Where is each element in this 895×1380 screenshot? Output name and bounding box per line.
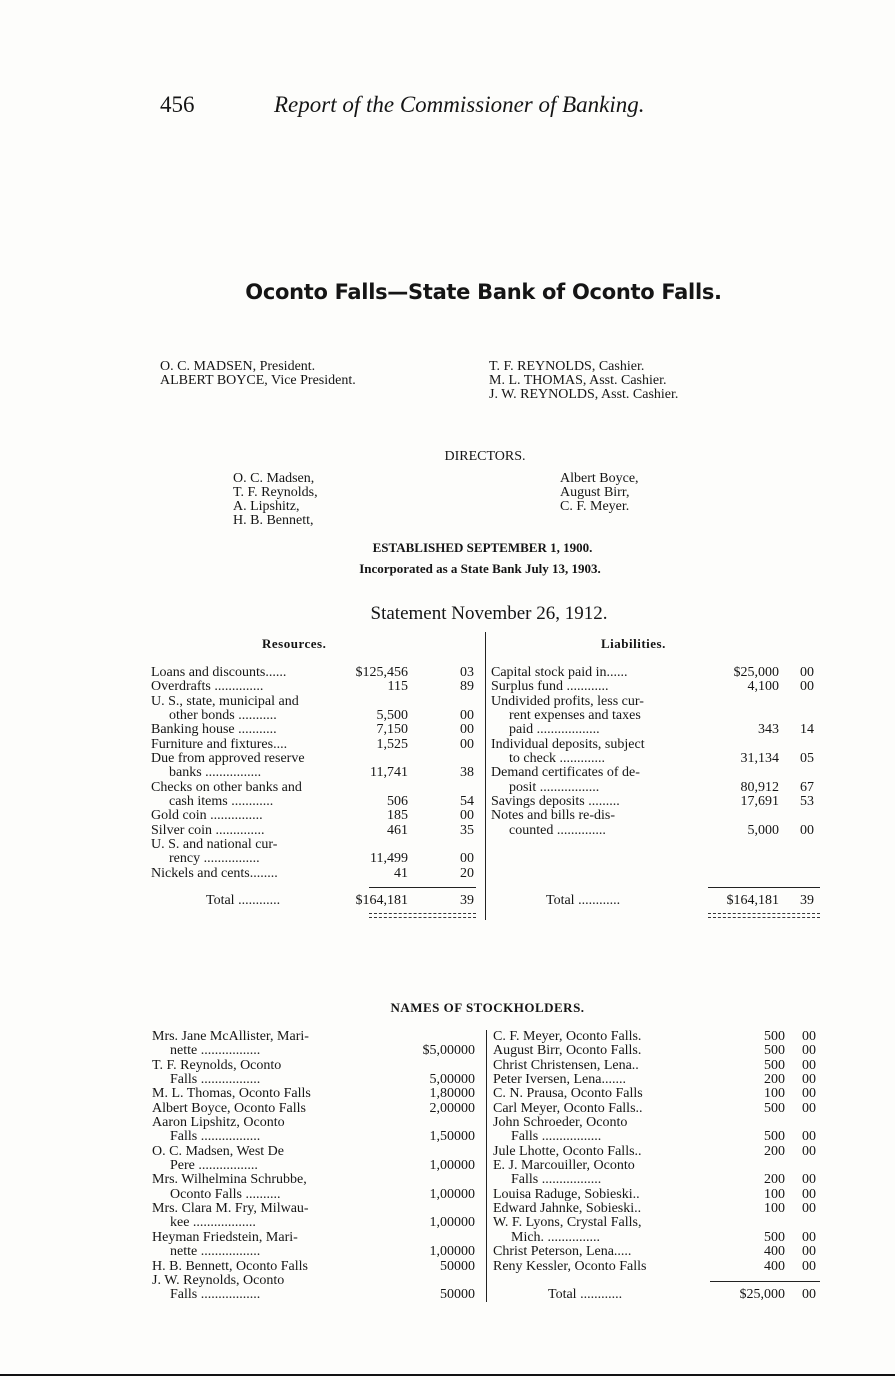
total-row — [493, 1288, 823, 1302]
row-label: Banking house ........... — [151, 723, 277, 738]
row-dollars: 185 — [387, 808, 408, 824]
row-label: Capital stock paid in...... — [491, 666, 628, 680]
officers-left — [160, 360, 356, 388]
table-row — [151, 867, 481, 881]
table-row — [491, 695, 821, 709]
row-label: posit ................. — [509, 780, 600, 795]
row-dollars: 1,500 — [429, 1129, 461, 1145]
row-cents: 00 — [461, 1244, 475, 1260]
row-label: U. S. and national cur- — [151, 838, 278, 853]
table-row — [152, 1231, 482, 1245]
table-row — [491, 709, 821, 723]
row-label: kee .................. — [170, 1216, 256, 1231]
table-row — [491, 795, 821, 809]
row-label: other bonds ........... — [169, 709, 277, 724]
row-label: August Birr, Oconto Falls. — [493, 1044, 642, 1059]
table-row — [493, 1202, 823, 1216]
table-row — [151, 723, 481, 737]
row-label: Heyman Friedstein, Mari- — [152, 1230, 298, 1245]
row-label: Furniture and fixtures.... — [151, 737, 288, 752]
row-cents: 00 — [802, 1029, 816, 1044]
row-cents: 00 — [461, 1258, 475, 1274]
table-row — [493, 1188, 823, 1202]
row-dollars: 400 — [764, 1244, 785, 1260]
table-row — [493, 1116, 823, 1130]
row-label: M. L. Thomas, Oconto Falls — [152, 1087, 311, 1102]
row-cents: 00 — [461, 1072, 475, 1088]
row-cents: 54 — [460, 794, 474, 810]
director-name: C. F. Meyer. — [560, 499, 630, 514]
running-title: Report of the Commissioner of Banking. — [274, 92, 645, 117]
row-cents: 00 — [802, 1172, 816, 1188]
directors-heading: DIRECTORS. — [444, 449, 526, 464]
stockholders-column-divider — [486, 1030, 487, 1302]
resources-double-rule — [369, 917, 476, 918]
row-dollars: $164,181 — [726, 893, 779, 908]
row-label: Reny Kessler, Oconto Falls — [493, 1259, 647, 1274]
stockholders-sum-rule — [710, 1281, 820, 1282]
established-line: ESTABLISHED SEPTEMBER 1, 1900. — [372, 540, 593, 555]
director-name: O. C. Madsen, — [233, 471, 315, 486]
row-label: Falls ................. — [170, 1288, 261, 1303]
row-dollars: 200 — [764, 1072, 785, 1088]
statement-column-divider — [485, 632, 486, 920]
resources-heading: Resources. — [262, 636, 327, 651]
table-row — [491, 824, 821, 838]
row-cents: 00 — [461, 1215, 475, 1231]
table-row — [152, 1130, 482, 1144]
officer-line: M. L. THOMAS, Asst. Cashier. — [489, 373, 667, 388]
row-label: Overdrafts .............. — [151, 680, 264, 695]
table-row — [152, 1116, 482, 1130]
row-label: Mrs. Jane McAllister, Mari- — [152, 1030, 309, 1044]
liabilities-double-rule — [708, 913, 820, 914]
row-cents: 00 — [802, 1201, 816, 1217]
table-row — [152, 1274, 482, 1288]
row-label: Savings deposits ......... — [491, 795, 620, 810]
table-row — [491, 666, 821, 680]
table-row — [491, 766, 821, 780]
row-cents: 00 — [802, 1100, 816, 1116]
table-row — [152, 1260, 482, 1274]
row-cents: 00 — [802, 1229, 816, 1245]
row-cents: 00 — [461, 1129, 475, 1145]
table-row — [491, 723, 821, 737]
table-row — [493, 1145, 823, 1159]
row-dollars: 461 — [387, 822, 408, 838]
row-label: nette ................. — [170, 1245, 261, 1260]
row-cents: 00 — [800, 665, 814, 680]
bank-title: Oconto Falls—State Bank of Oconto Falls. — [245, 280, 722, 304]
row-cents: 00 — [461, 1100, 475, 1116]
director-name: Albert Boyce, — [560, 471, 639, 486]
incorporated-line: Incorporated as a State Bank July 13, 1903. — [359, 561, 601, 576]
table-row — [152, 1202, 482, 1216]
row-cents: 00 — [802, 1129, 816, 1145]
director-name: T. F. Reynolds, — [233, 485, 318, 500]
row-dollars: 4,100 — [747, 679, 779, 695]
table-row — [491, 738, 821, 752]
row-cents: 67 — [800, 779, 814, 795]
liabilities-table — [491, 666, 821, 838]
row-cents: 00 — [802, 1287, 816, 1302]
row-label: Checks on other banks and — [151, 780, 302, 795]
row-dollars: 11,499 — [370, 851, 408, 867]
row-cents: 39 — [460, 893, 474, 908]
table-row — [493, 1030, 823, 1044]
stockholders-total-row — [493, 1288, 823, 1302]
table-row — [151, 809, 481, 823]
row-dollars: 506 — [387, 794, 408, 810]
row-dollars: 500 — [764, 1043, 785, 1059]
row-label: T. F. Reynolds, Oconto — [152, 1058, 282, 1073]
row-dollars: 1,000 — [429, 1186, 461, 1202]
row-dollars: 80,912 — [740, 779, 779, 795]
row-cents: 89 — [460, 679, 474, 695]
row-label: Christ Peterson, Lena..... — [493, 1245, 632, 1260]
row-label: to check ............. — [509, 752, 606, 767]
row-dollars: 500 — [764, 1057, 785, 1073]
total-row — [491, 894, 821, 908]
row-cents: 00 — [802, 1186, 816, 1202]
row-cents: 00 — [460, 851, 474, 867]
row-dollars: 200 — [764, 1172, 785, 1188]
table-row — [491, 680, 821, 694]
officer-line: ALBERT BOYCE, Vice President. — [160, 373, 356, 388]
row-label: Falls ................. — [170, 1073, 261, 1088]
row-label: rent expenses and taxes — [509, 709, 641, 724]
row-label: cash items ............ — [169, 795, 274, 810]
row-dollars: 500 — [764, 1100, 785, 1116]
row-dollars: 500 — [764, 1229, 785, 1245]
liabilities-sum-rule — [708, 887, 820, 888]
row-label: John Schroeder, Oconto — [493, 1116, 628, 1131]
row-label: rency ................ — [169, 852, 260, 867]
row-dollars: 11,741 — [370, 765, 408, 781]
total-label: Total ............ — [548, 1288, 623, 1302]
liabilities-double-rule — [708, 917, 820, 918]
row-cents: 03 — [460, 665, 474, 680]
row-label: Peter Iversen, Lena....... — [493, 1073, 626, 1088]
row-cents: 00 — [460, 722, 474, 738]
row-cents: 00 — [800, 679, 814, 695]
row-dollars: 500 — [440, 1258, 461, 1274]
table-row — [152, 1044, 482, 1058]
total-label: Total ............ — [546, 894, 621, 908]
row-dollars: 100 — [764, 1086, 785, 1102]
directors-left — [233, 472, 318, 528]
row-label: H. B. Bennett, Oconto Falls — [152, 1259, 308, 1274]
table-row — [493, 1173, 823, 1187]
row-label: Aaron Lipshitz, Oconto — [152, 1116, 285, 1131]
row-label: Notes and bills re-dis- — [491, 809, 616, 824]
table-row — [491, 781, 821, 795]
row-cents: 00 — [800, 822, 814, 838]
table-row — [151, 738, 481, 752]
resources-sum-rule — [369, 887, 476, 888]
row-label: Mrs. Clara M. Fry, Milwau- — [152, 1202, 309, 1217]
row-dollars: 5,000 — [429, 1072, 461, 1088]
row-dollars: 200 — [764, 1143, 785, 1159]
row-label: Demand certificates of de- — [491, 766, 640, 781]
row-cents: 00 — [802, 1057, 816, 1073]
table-row — [151, 666, 481, 680]
table-row — [493, 1044, 823, 1058]
row-dollars: 2,000 — [429, 1100, 461, 1116]
row-dollars: $164,181 — [355, 893, 408, 908]
row-dollars: 1,525 — [376, 736, 408, 752]
row-label: Albert Boyce, Oconto Falls — [152, 1101, 306, 1116]
row-dollars: 500 — [764, 1129, 785, 1145]
total-label: Total ............ — [206, 894, 281, 908]
row-cents: 00 — [460, 736, 474, 752]
row-dollars: 17,691 — [740, 794, 779, 810]
row-cents: 05 — [800, 751, 814, 767]
table-row — [151, 680, 481, 694]
resources-total-row — [151, 894, 481, 908]
table-row — [151, 709, 481, 723]
table-row — [493, 1087, 823, 1101]
row-dollars: $25,000 — [733, 665, 779, 680]
resources-table — [151, 666, 481, 881]
table-row — [152, 1288, 482, 1302]
table-row — [152, 1102, 482, 1116]
row-label: banks ................ — [169, 766, 262, 781]
row-dollars: 1,800 — [429, 1086, 461, 1102]
director-name: August Birr, — [560, 485, 630, 500]
table-row — [493, 1102, 823, 1116]
table-row — [152, 1073, 482, 1087]
table-row — [493, 1159, 823, 1173]
row-cents: 00 — [802, 1143, 816, 1159]
table-row — [493, 1260, 823, 1274]
row-label: C. N. Prausa, Oconto Falls — [493, 1087, 643, 1102]
row-label: Oconto Falls .......... — [170, 1187, 281, 1202]
row-label: Mrs. Wilhelmina Schrubbe, — [152, 1173, 307, 1188]
stockholders-heading: NAMES OF STOCKHOLDERS. — [390, 1000, 585, 1015]
row-label: Falls ................. — [170, 1130, 261, 1145]
row-cents: 00 — [802, 1072, 816, 1088]
table-row — [152, 1216, 482, 1230]
row-label: C. F. Meyer, Oconto Falls. — [493, 1030, 642, 1044]
row-dollars: 41 — [394, 865, 408, 881]
row-dollars: 1,000 — [429, 1158, 461, 1174]
table-row — [491, 752, 821, 766]
row-label: nette ................. — [170, 1044, 261, 1059]
table-row — [151, 795, 481, 809]
row-label: W. F. Lyons, Crystal Falls, — [493, 1216, 642, 1231]
row-label: counted .............. — [509, 823, 606, 838]
director-name: A. Lipshitz, — [233, 499, 300, 514]
row-dollars: 5,500 — [376, 708, 408, 724]
liabilities-total-row — [491, 894, 821, 908]
stockholders-left-table — [152, 1030, 482, 1303]
table-row — [152, 1173, 482, 1187]
liabilities-heading: Liabilities. — [601, 636, 666, 651]
row-cents: 00 — [461, 1186, 475, 1202]
row-dollars: $5,000 — [422, 1043, 461, 1059]
row-label: Carl Meyer, Oconto Falls.. — [493, 1101, 643, 1116]
table-row — [493, 1231, 823, 1245]
row-dollars: 1,000 — [429, 1244, 461, 1260]
stockholders-right-table — [493, 1030, 823, 1274]
row-dollars: $125,456 — [355, 665, 408, 680]
row-dollars: 5,000 — [747, 822, 779, 838]
officer-line: O. C. MADSEN, President. — [160, 359, 316, 374]
table-row — [493, 1245, 823, 1259]
row-label: Louisa Raduge, Sobieski.. — [493, 1187, 640, 1202]
director-name: H. B. Bennett, — [233, 513, 314, 528]
row-dollars: 500 — [440, 1287, 461, 1303]
row-dollars: 115 — [387, 679, 408, 695]
row-cents: 00 — [802, 1258, 816, 1274]
row-label: Gold coin ............... — [151, 809, 263, 824]
officer-line: J. W. REYNOLDS, Asst. Cashier. — [489, 387, 679, 402]
row-label: Edward Jahnke, Sobieski.. — [493, 1202, 642, 1217]
row-label: Individual deposits, subject — [491, 737, 645, 752]
table-row — [152, 1030, 482, 1044]
row-dollars: 500 — [764, 1029, 785, 1044]
row-label: Nickels and cents........ — [151, 866, 278, 881]
officers-right — [489, 360, 678, 402]
row-label: Due from approved reserve — [151, 752, 305, 767]
row-label: U. S., state, municipal and — [151, 694, 299, 709]
row-label: Falls ................. — [511, 1173, 602, 1188]
row-dollars: 100 — [764, 1186, 785, 1202]
row-cents: 00 — [802, 1244, 816, 1260]
row-cents: 20 — [460, 865, 474, 881]
row-label: Pere ................. — [170, 1159, 258, 1174]
total-row — [151, 894, 481, 908]
table-row — [151, 852, 481, 866]
table-row — [151, 752, 481, 766]
table-row — [152, 1145, 482, 1159]
row-label: O. C. Madsen, West De — [152, 1144, 284, 1159]
table-row — [151, 838, 481, 852]
table-row — [152, 1059, 482, 1073]
table-row — [493, 1059, 823, 1073]
row-cents: 14 — [800, 722, 814, 738]
row-label: Surplus fund ............ — [491, 680, 609, 695]
table-row — [151, 824, 481, 838]
row-cents: 00 — [461, 1043, 475, 1059]
row-cents: 00 — [460, 808, 474, 824]
row-label: Falls ................. — [511, 1130, 602, 1145]
row-cents: 35 — [460, 822, 474, 838]
row-label: J. W. Reynolds, Oconto — [152, 1273, 285, 1288]
page-bottom-rule — [0, 1374, 895, 1376]
row-dollars: 400 — [764, 1258, 785, 1274]
row-dollars: 7,150 — [376, 722, 408, 738]
table-row — [152, 1087, 482, 1101]
resources-double-rule — [369, 913, 476, 914]
row-dollars: 31,134 — [740, 751, 779, 767]
table-row — [493, 1073, 823, 1087]
row-label: E. J. Marcouiller, Oconto — [493, 1159, 635, 1174]
row-label: Undivided profits, less cur- — [491, 694, 644, 709]
row-label: Christ Christensen, Lena.. — [493, 1058, 639, 1073]
table-row — [493, 1216, 823, 1230]
row-cents: 38 — [460, 765, 474, 781]
row-cents: 39 — [800, 893, 814, 908]
table-row — [151, 781, 481, 795]
table-row — [151, 695, 481, 709]
statement-title: Statement November 26, 1912. — [370, 603, 608, 624]
row-dollars: $25,000 — [739, 1287, 785, 1302]
row-label: Silver coin .............. — [151, 823, 265, 838]
row-cents: 00 — [802, 1043, 816, 1059]
row-cents: 53 — [800, 794, 814, 810]
table-row — [152, 1188, 482, 1202]
table-row — [151, 766, 481, 780]
officer-line: T. F. REYNOLDS, Cashier. — [489, 359, 645, 374]
table-row — [152, 1159, 482, 1173]
row-cents: 00 — [461, 1287, 475, 1303]
table-row — [152, 1245, 482, 1259]
row-label: paid .................. — [509, 723, 600, 738]
table-row — [493, 1130, 823, 1144]
row-cents: 00 — [461, 1086, 475, 1102]
row-label: Loans and discounts...... — [151, 666, 287, 680]
row-dollars: 343 — [758, 722, 779, 738]
row-dollars: 1,000 — [429, 1215, 461, 1231]
row-cents: 00 — [802, 1086, 816, 1102]
row-dollars: 100 — [764, 1201, 785, 1217]
row-cents: 00 — [460, 708, 474, 724]
directors-right — [560, 472, 639, 514]
page-number: 456 — [160, 92, 195, 117]
row-cents: 00 — [461, 1158, 475, 1174]
table-row — [491, 809, 821, 823]
row-label: Jule Lhotte, Oconto Falls.. — [493, 1144, 642, 1159]
row-label: Mich. ............... — [511, 1230, 601, 1245]
